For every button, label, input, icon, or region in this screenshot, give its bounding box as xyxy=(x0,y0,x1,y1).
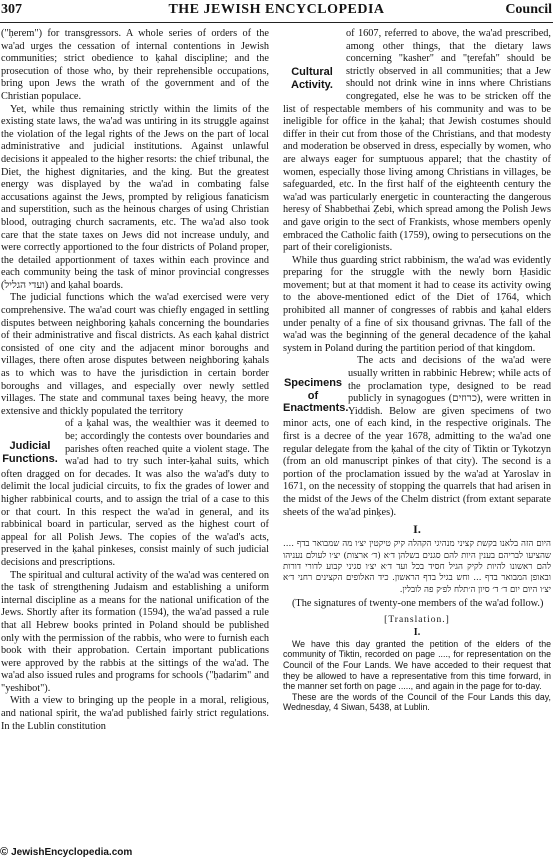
hebrew-decree: היום הזה בלאנו בקשת קציני מנהיגי הקהלה קיק טיקטין יצ׳ו מה שמבואר בדף .... שהציעו לבריהם בענין היות להם סגנים בשלהן ד׳א (ד׳ ארצות) יצ׳ו לעולם נעניהו להם ראשונו להיות לקיק הגיל חסיד בכל ועד ד׳א יצ׳ו סגיני קבוע לדורי דורות ובאופן המבואר בדף ... וחש בגיל בדף הראשון. כיד האלופים הקצינים רחני ד׳א יצ׳ו היום יום ד׳ ד׳ סיון ה׳תלח לפ׳ק פה לובלין. xyxy=(283,539,551,595)
copyright-text: JewishEncyclopedia.com xyxy=(11,846,133,858)
paragraph: While thus guarding strict rabbinism, the wa'ad was evidently preparing for the struggle with the newly born Ḥasidic movement; but at that moment it had to cease its activity owing to the above-mentioned edict of the Diet of 1764, which prohibited all manner of congresses of rabbis and ḳahal elders under penalty of a fine of six thousand grivnas. The fall of the wa'ad was the beginning of the general decadence of the ḳahal system in Poland during the partition period of that kingdom. xyxy=(283,254,551,354)
paragraph: With a view to bringing up the people in a moral, religious, and national spirit, the wa'ad published fairly strict regulations. In the Lublin constitution xyxy=(1,695,269,732)
side-heading-specimens: Specimens of Enactments. xyxy=(283,377,349,415)
paragraph: The acts and decisions of the wa'ad were usually written in rabbinic Hebrew; while acts of the proclamation type, designed to be read publicly in synagogues (כרוזים), were written in Yiddish. Below are given specimens of two minor acts, one of each kind, in the respective originals. The first is a decree of the year 1678, admitting to the wa'ad one regular delegate from the ḳahal of the city of Tiktin or Tykotzyn (from an old manuscript pinkes of that city). The second is a portion of the proclamation issued by the wa'ad at Yaroslav in 1671, on the necessity of stopping the quarrels that had arisen in the midst of the Jews of the Chelm district (from extant separate sheets of the wa'ad pinḳes). xyxy=(283,355,551,518)
copyright-icon: © xyxy=(0,846,9,858)
page-number: 307 xyxy=(1,2,22,17)
paragraph: The judicial functions which the wa'ad exercised were very comprehensive. The wa'ad court was chiefly engaged in settling disputes between neighboring ḳahals concerning the boundaries of their administrative and fiscal districts. As each ḳahal district consisted of one city and the adjacent minor boroughs and villages, there often arose disputes between neighboring ḳahals as to which was to have the jurisdiction in certain border boroughs and villages, and especially over newly settled villages. The state and communal taxes being heavy, the more extensive and thickly populated the territory xyxy=(1,292,269,417)
paragraph: of a ḳahal was, the wealthier was it deemed to be; accordingly the contests over boundaries and parishes often reached quite a violent stage. The wa'ad had to try such inter-ḳahal suits, which often dragged on for decades. It was also the wa'ad's duty to delimit the local judicial circuits, to fix the grades of lower and higher rabbinical courts, and to assign the trial of a case to this or that court. In this respect the wa'ad in general, and its rabbinical board in particular, served as the highest court of appeal for all Polish Jews. The copies of the wa'ad's acts, preserved in the ḳahal pinkeses, consist mainly of such judicial decisions and prescriptions. xyxy=(1,418,269,568)
running-head-right: Council xyxy=(505,2,552,17)
side-heading-cultural-activity: Cultural Activity. xyxy=(291,66,333,91)
paragraph: ("ḥerem") for transgressors. A whole series of orders of the wa'ad urges the cessation of internal contentions in Jewish communities; strict obedience to ḳahal discipline; and the prosecution of those who, by their reprehensible occupations, bring upon Jews the wrath of the government and of the Christian populace. xyxy=(1,28,269,102)
left-column xyxy=(1,28,269,838)
side-heading-judicial-functions: Judicial Functions. xyxy=(2,440,58,465)
translation-number: I. xyxy=(413,626,421,638)
section-number: I. xyxy=(413,522,421,537)
right-column xyxy=(283,28,551,838)
footer-copyright xyxy=(0,846,132,858)
paragraph: The spiritual and cultural activity of the wa'ad was centered on the task of strengthening Judaism and establishing a uniform internal discipline as a means for the national unification of the Jews. Shortly after its formation (1594), the wa'ad passed a rule that all Hebrew books printed in Poland should be published only with the permission of the rabbis, who were to furnish each book with their approbation. Certain important publications were approved by the rabbis at the sittings of the wa'ad. The wa'ad also issued rules and programs for schools ("ḥadarim" and "yeshibot"). xyxy=(1,569,269,694)
translation-paragraph: We have this day granted the petition of the elders of the community of Tiktin, recorded on page ...., for representation on the Council of the Four Lands. We have acceded to their request that they be allowed to have a representative from this time forward, in the manner set forth on page ....., and again in the page for to-day. xyxy=(283,638,551,692)
translation-paragraph: These are the words of the Council of the Four Lands this day, Wednesday, 4 Siwan, 5438, at Lublin. xyxy=(283,691,551,713)
signature-note: (The signatures of twenty-one members of the wa'ad follow.) xyxy=(292,598,544,610)
paragraph: of 1607, referred to above, the wa'ad prescribed, among other things, that the dietary laws concerning "kasher" and "ṭerefah" should be strictly observed in all communities; that a Jew should not drink wine in inns where Christians congregated, else he was to be stricken off the list of respectable members of his community and was to be ineligible for office in the ḳahal; that Jewish costumes should differ in their cut from those of the Christians, and that modesty and moderation be observed in dress, especially by women, who are always eager for sumptuous apparel; that the chastity of women, especially those living among Christians in villages, be safeguarded, etc. In the first half of the eighteenth century the wa'ad was particularly energetic in counteracting the dangerous heresy of Shabbethai Ẓebi, which spread among the Polish Jews and gave origin to the sect of Frankists, whose members openly embraced the Catholic faith (1759), owing to persecutions on the part of their coreligionists. xyxy=(283,28,551,254)
running-title: THE JEWISH ENCYCLOPEDIA xyxy=(168,2,385,17)
page-header xyxy=(0,0,553,23)
translation-label: [Translation.] xyxy=(384,614,450,625)
paragraph: Yet, while thus remaining strictly within the limits of the existing state laws, the wa'ad was untiring in its struggle against the violation of the legal rights of the Jews on the part of local administrative and judicial institutions. Against unlawful decisions it appealed to the higher resorts: the chief tribunal, the Diet, the highest dignitaries, and the king. But the greatest energy was displayed by the wa'ad in combating false accusations against the Jews, prompted by religious fanaticism and superstition, such as the heinous charges of using Christian blood, outraging church sacraments, etc. The wa'ad also took care that the state taxes on Jews did not increase unduly, and were correctly apportioned to the four districts of Poland proper, the detailed apportionment of taxes within each province and each community being the task of minor provincial congresses (ועדי הגליל) and ḳahal boards. xyxy=(1,103,269,291)
